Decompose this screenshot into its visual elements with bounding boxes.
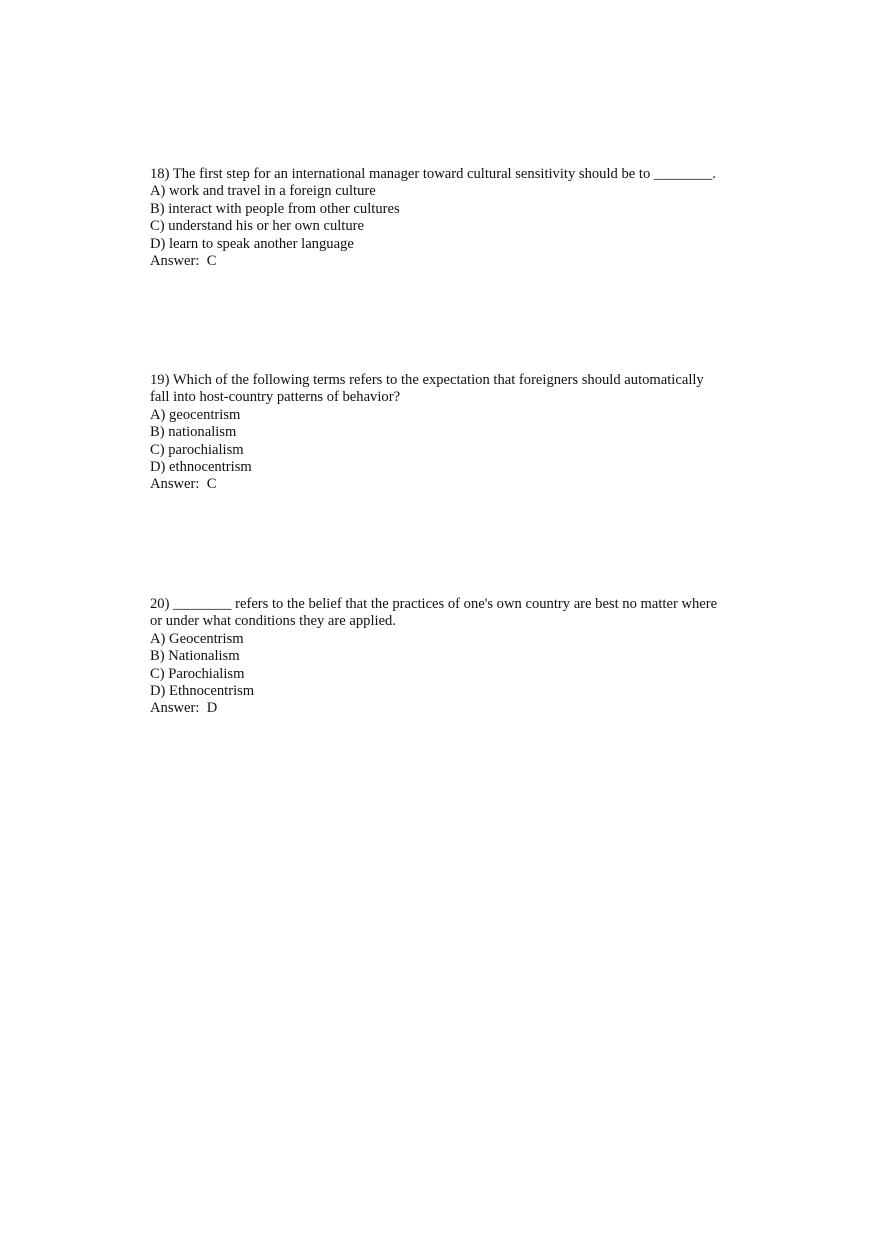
option-b: B) interact with people from other cultures [150, 200, 400, 217]
option-d: D) learn to speak another language [150, 235, 354, 252]
answer: Answer: C [150, 476, 217, 493]
option-b: B) nationalism [150, 424, 237, 441]
option-a: A) Geocentrism [150, 630, 244, 647]
option-d: D) Ethnocentrism [150, 683, 255, 700]
option-c: C) parochialism [150, 441, 244, 458]
question-stem: 18) The first step for an international manager toward cultural sensitivity should be to ________. [150, 166, 716, 182]
answer: Answer: C [150, 253, 217, 270]
option-a: A) geocentrism [150, 406, 241, 423]
option-a: A) work and travel in a foreign culture [150, 183, 376, 200]
option-c: C) Parochialism [150, 665, 245, 682]
question-18 [150, 166, 740, 270]
question-20 [150, 596, 740, 718]
question-19 [150, 372, 740, 494]
option-b: B) Nationalism [150, 648, 240, 665]
question-stem-continued: or under what conditions they are applied. [150, 613, 396, 630]
option-d: D) ethnocentrism [150, 459, 252, 476]
answer: Answer: D [150, 700, 218, 717]
question-stem: 20) ________ refers to the belief that the practices of one's own country are best no matter where [150, 596, 718, 612]
question-stem-continued: fall into host-country patterns of behavior? [150, 389, 401, 406]
question-stem: 19) Which of the following terms refers to the expectation that foreigners should automatically [150, 372, 704, 388]
option-c: C) understand his or her own culture [150, 218, 364, 235]
